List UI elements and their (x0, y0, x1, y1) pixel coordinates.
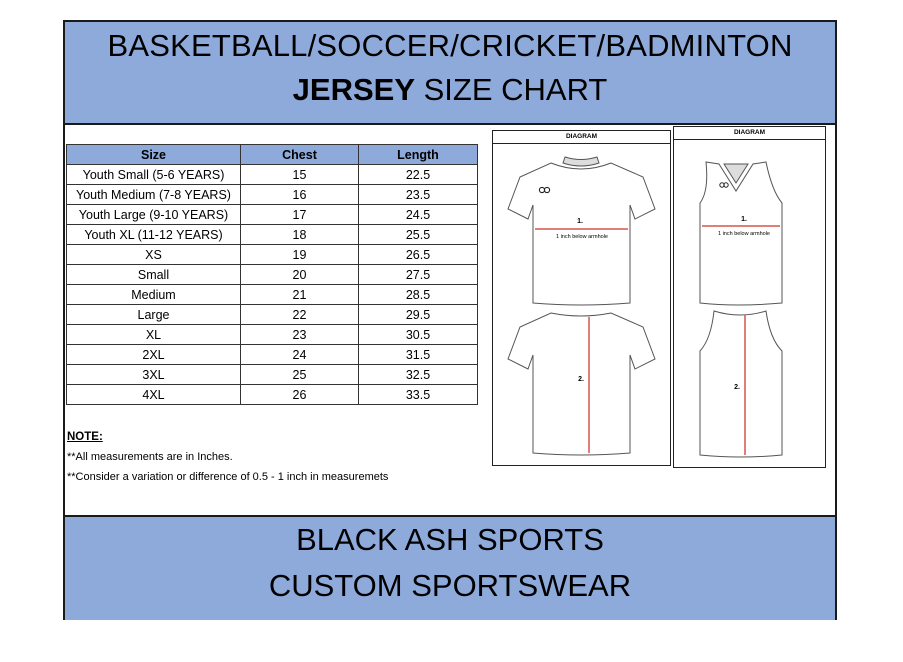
column-header-size: Size (67, 145, 241, 165)
table-row (67, 225, 478, 245)
cell-chest: 16 (241, 185, 359, 205)
cell-chest: 19 (241, 245, 359, 265)
cell-size: Small (67, 265, 241, 285)
table-row (67, 205, 478, 225)
cell-chest: 18 (241, 225, 359, 245)
cell-chest: 20 (241, 265, 359, 285)
cell-length: 22.5 (359, 165, 478, 185)
header-band (65, 22, 835, 125)
column-header-length: Length (359, 145, 478, 165)
footer-tagline: CUSTOM SPORTSWEAR (268, 568, 632, 603)
cell-chest: 23 (241, 325, 359, 345)
cell-length: 31.5 (359, 345, 478, 365)
header-sports-title: BASKETBALL/SOCCER/CRICKET/BADMINTON (107, 28, 793, 63)
cell-chest: 26 (241, 385, 359, 405)
cell-chest: 21 (241, 285, 359, 305)
column-header-chest: Chest (241, 145, 359, 165)
cell-size: 2XL (67, 345, 241, 365)
cell-chest: 22 (241, 305, 359, 325)
tshirt-chest-note: 1 inch below armhole (556, 234, 608, 240)
cell-size: Youth Medium (7-8 YEARS) (67, 185, 241, 205)
cell-size: XL (67, 325, 241, 345)
cell-length: 32.5 (359, 365, 478, 385)
cell-size: 3XL (67, 365, 241, 385)
cell-length: 30.5 (359, 325, 478, 345)
cell-size: Youth Large (9-10 YEARS) (67, 205, 241, 225)
header-size-chart-word: SIZE CHART (415, 72, 608, 107)
cell-size: Youth XL (11-12 YEARS) (67, 225, 241, 245)
size-table-header-row (67, 145, 478, 165)
cell-chest: 17 (241, 205, 359, 225)
cell-size: Medium (67, 285, 241, 305)
vest-diagram (673, 126, 826, 468)
size-table (66, 144, 478, 405)
vest-illustration (674, 139, 825, 467)
tshirt-length-label: 2. (578, 376, 584, 383)
notes-heading: NOTE: (67, 431, 103, 443)
cell-chest: 25 (241, 365, 359, 385)
table-row (67, 245, 478, 265)
table-row (67, 325, 478, 345)
cell-length: 29.5 (359, 305, 478, 325)
vest-length-label: 2. (734, 384, 740, 391)
note-variation: **Consider a variation or difference of 0.5 - 1 inch in measuremets (67, 471, 389, 483)
table-row (67, 285, 478, 305)
tshirt-chest-label: 1. (577, 218, 583, 225)
table-row (67, 305, 478, 325)
note-units: **All measurements are in Inches. (67, 451, 233, 463)
header-chart-title (65, 72, 835, 108)
vest-diagram-title: DIAGRAM (674, 127, 825, 140)
cell-length: 26.5 (359, 245, 478, 265)
table-row (67, 185, 478, 205)
vest-chest-label: 1. (741, 216, 747, 223)
cell-size: Large (67, 305, 241, 325)
vest-chest-note: 1 inch below armhole (718, 231, 770, 237)
size-chart-card (63, 20, 837, 620)
cell-length: 27.5 (359, 265, 478, 285)
cell-size: Youth Small (5-6 YEARS) (67, 165, 241, 185)
tshirt-diagram-title: DIAGRAM (493, 131, 670, 144)
cell-chest: 24 (241, 345, 359, 365)
table-row (67, 165, 478, 185)
cell-length: 28.5 (359, 285, 478, 305)
footer-brand: BLACK ASH SPORTS (296, 522, 604, 557)
table-row (67, 265, 478, 285)
cell-length: 24.5 (359, 205, 478, 225)
cell-size: 4XL (67, 385, 241, 405)
cell-length: 23.5 (359, 185, 478, 205)
cell-chest: 15 (241, 165, 359, 185)
tshirt-illustration (493, 143, 670, 465)
notes-section (67, 427, 388, 487)
cell-length: 25.5 (359, 225, 478, 245)
tshirt-diagram (492, 130, 671, 466)
table-row (67, 345, 478, 365)
footer-band (65, 515, 835, 620)
table-row (67, 365, 478, 385)
table-row (67, 385, 478, 405)
cell-size: XS (67, 245, 241, 265)
header-jersey-word: JERSEY (292, 72, 415, 107)
cell-length: 33.5 (359, 385, 478, 405)
